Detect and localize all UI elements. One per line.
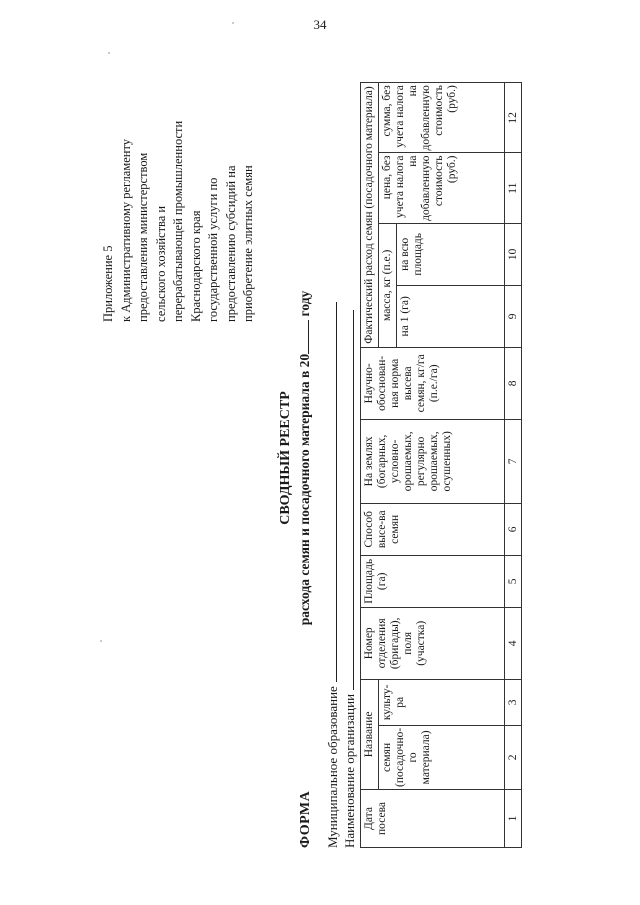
col-number: 11 — [505, 153, 522, 223]
appendix-line: предоставлению субсидий на — [223, 165, 238, 322]
header-date: Дата посева — [361, 790, 505, 848]
title-prefix: расхода семян и посадочного материала в 20 — [297, 353, 312, 626]
title-line-2 — [296, 28, 313, 888]
appendix-line: к Административному регламенту — [118, 138, 133, 322]
register-table — [360, 82, 522, 848]
appendix-line: Приложение 5 — [101, 245, 115, 322]
header-actual: Фактический расход семян (посадочного материала) — [361, 83, 379, 348]
document-title — [278, 28, 313, 888]
appendix-line: приобретение элитных семян — [241, 165, 255, 322]
municipality-field — [323, 302, 341, 848]
municipality-label: Муниципальное образование — [325, 686, 340, 848]
title-line-1: СВОДНЫЙ РЕЕСТР — [278, 391, 293, 525]
col-number: 1 — [505, 790, 522, 848]
appendix-line: государственной услуги по — [206, 177, 220, 322]
appendix-line: перерабатывающей промышленности — [171, 120, 185, 322]
col-number: 12 — [505, 83, 522, 153]
header-per-ha: на 1 (га) — [397, 285, 505, 347]
page-number: 34 — [313, 17, 327, 32]
col-number: 2 — [505, 725, 522, 789]
col-number: 7 — [505, 419, 522, 503]
header-lands: На землях (богарных, условно-орошаемых, регулярно орошаемых, осушенных) — [361, 419, 505, 503]
appendix-line: сельского хозяйства и — [153, 205, 168, 322]
header-norm: Научно-обоснован-ная норма высева семян, кг/га (п.е./га) — [361, 347, 505, 419]
header-price: цена, без учета налога на добавленную стоимость (руб.) — [379, 153, 505, 223]
col-number: 6 — [505, 503, 522, 555]
col-number: 5 — [505, 555, 522, 607]
header-mass: масса, кг (п.е.) — [379, 223, 397, 347]
form-label: ФОРМА — [298, 790, 313, 848]
rotated-form-page — [20, 28, 620, 888]
year-blank[interactable] — [296, 320, 309, 354]
header-area: Площадь (га) — [361, 555, 505, 607]
col-number: 10 — [505, 223, 522, 285]
header-seed: семян (посадочно-го материала) — [379, 725, 505, 789]
scan-speck — [232, 22, 234, 24]
header-name: Название — [361, 679, 379, 789]
header-crop: культу-ра — [379, 679, 505, 725]
header-method: Способ высе-ва семян — [361, 503, 505, 555]
header-sum: сумма, без учета налога на добавленную стоимость (руб.) — [379, 83, 505, 153]
appendix-line: Краснодарского края — [188, 210, 203, 322]
appendix-line: предоставления министерством — [136, 152, 150, 322]
column-number-row — [505, 83, 522, 848]
organization-label: Наименование организации — [342, 693, 357, 848]
organization-input-line[interactable] — [340, 310, 354, 690]
col-number: 8 — [505, 347, 522, 419]
organization-field — [340, 310, 358, 848]
title-suffix: году — [297, 290, 312, 320]
header-division: Номер отделения (бригады), поля (участка) — [361, 607, 505, 679]
col-number: 9 — [505, 285, 522, 347]
municipality-input-line[interactable] — [323, 302, 337, 682]
col-number: 3 — [505, 679, 522, 725]
scan-speck — [100, 640, 102, 642]
header-total-area: на всю площадь — [397, 223, 505, 285]
appendix-note — [100, 42, 258, 322]
scan-speck — [108, 52, 110, 54]
col-number: 4 — [505, 607, 522, 679]
